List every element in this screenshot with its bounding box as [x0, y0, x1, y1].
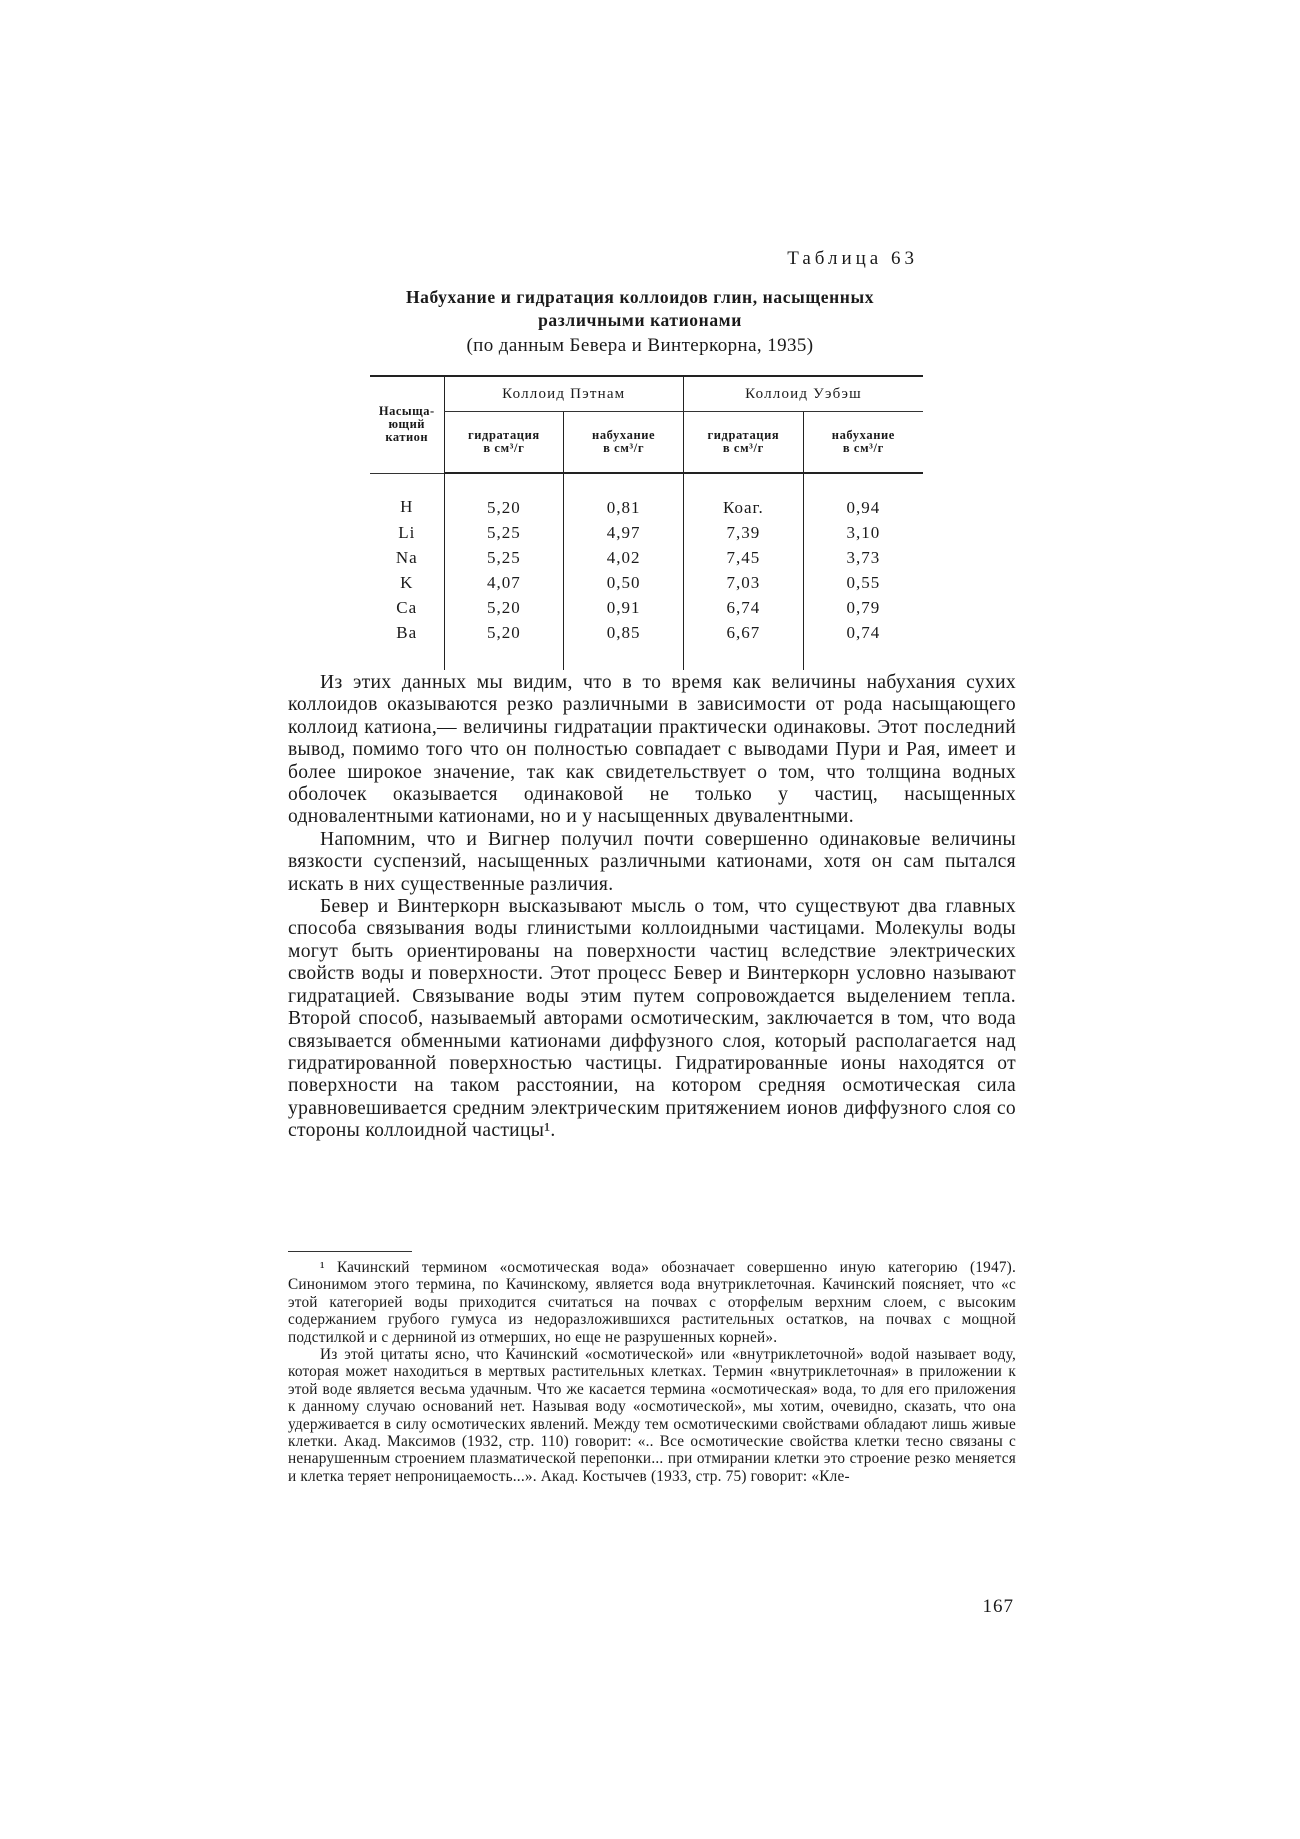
cell-cation: Na	[395, 547, 418, 567]
cell-value: Коаг.	[684, 473, 804, 520]
cell-value: 6,67	[684, 620, 804, 670]
cell-value: 7,03	[684, 570, 804, 595]
table-row	[370, 545, 923, 570]
cell-value: 7,45	[684, 545, 804, 570]
cell-value: 5,25	[444, 520, 564, 545]
cell-value: 0,94	[803, 473, 923, 520]
table-row	[370, 520, 923, 545]
cell-value: 0,50	[564, 570, 684, 595]
cell-value: 4,07	[444, 570, 564, 595]
cell-value: 3,10	[803, 520, 923, 545]
table-subtitle: (по данным Бевера и Винтеркорна, 1935)	[466, 335, 814, 356]
col-header-hydration-2: гидратация в см³/г	[684, 412, 804, 474]
cell-value: 5,20	[444, 595, 564, 620]
table-row	[370, 570, 923, 595]
col-header-swelling: набухание в см³/г	[564, 412, 684, 474]
paragraph: Бевер и Винтеркорн высказывают мысль о том, что существуют два главных способа связывания воды глинистыми коллоидными частицами. Молекулы воды могут быть ориентированы на поверхности частиц вследствие электрических свойств воды и поверхности. Этот процесс Бевер и Винтеркорн условно называют гидратацией. Связывание воды этим путем сопровождается выделением тепла. Второй способ, называемый авторами осмотическим, заключается в том, что вода связывается обменными катионами диффузного слоя, который располагается над гидратированной поверхностью частицы. Гидратированные ионы находятся от поверхности на таком расстоянии, на котором средняя осмотическая сила уравновешивается средним электрическим притяжением ионов диффузного слоя со стороны коллоидной частицы¹.	[288, 896, 1016, 1142]
cell-value: 5,20	[444, 620, 564, 670]
paragraph: Напомним, что и Вигнер получил почти совершенно одинаковые величины вязкости суспензий, насыщенных различными катионами, хотя он сам пытался искать в них существенные различия.	[288, 828, 1016, 895]
table-row	[370, 595, 923, 620]
paragraph: Из этих данных мы видим, что в то время как величины набухания сухих коллоидов оказываются резко различными в зависимости от рода насыщающего коллоид катиона,— величины гидратации практически одинаковы. Этот последний вывод, помимо того что он полностью совпадает с выводами Пури и Рая, имеет и более широкое значение, так как свидетельствует о том, что толщина водных оболочек оказывается одинаковой не только у частиц, насыщенных одновалентными катионами, но и у насыщенных двувалентными.	[288, 672, 1016, 828]
cell-value: 0,74	[803, 620, 923, 670]
group-header-wabash: Коллоид Уэбэш	[684, 376, 924, 412]
cell-value: 5,20	[444, 473, 564, 520]
footnote-continuation: Из этой цитаты ясно, что Качинский «осмотической» или «внутриклеточной» водой называет воду, которая может находиться в мертвых растительных клетках. Термин «внутриклеточная» в приложении к этой воде является весьма удачным. Что же касается термина «осмотическая» вода, то для его приложения к данному случаю оснований нет. Называя воду «осмотической», мы хотим, очевидно, сказать, что она удерживается в силу осмотических явлений. Между тем осмотическими свойствами обладают лишь живые клетки. Акад. Максимов (1932, стр. 110) говорит: «.. Все осмотические свойства клетки тесно связаны с ненарушенным строением плазматической перепонки... при отмирании клетки это строение резко меняется и клетка теряет непроницаемость...». Акад. Костычев (1933, стр. 75) говорит: «Кле-	[288, 1346, 1016, 1485]
footnotes	[288, 1259, 1016, 1485]
cell-value: 0,55	[803, 570, 923, 595]
cell-value: 0,79	[803, 595, 923, 620]
cell-value: 0,91	[564, 595, 684, 620]
cell-cation: K	[400, 572, 414, 592]
cell-cation: Ba	[396, 622, 418, 642]
footnote: ¹ Качинский термином «осмотическая вода» обозначает совершенно иную категорию (1947). Синонимом этого термина, по Качинскому, является вода внутриклеточная. Качинский поясняет, что «с этой категорией воды приходится считаться на почвах с оторфелым верхним слоем, с высоким содержанием грубого гумуса из недоразложившихся растительных остатков, на почвах с мощной подстилкой и с дерниной из отмерших, но еще не разрушенных корней».	[288, 1259, 1016, 1346]
cell-value: 0,85	[564, 620, 684, 670]
col-header-hydration: гидратация в см³/г	[444, 412, 564, 474]
group-header-putnam: Коллоид Пэтнам	[444, 376, 684, 412]
cell-cation: Li	[398, 522, 416, 542]
cell-value: 6,74	[684, 595, 804, 620]
cell-value: 0,81	[564, 473, 684, 520]
table-row	[370, 473, 923, 520]
cell-value: 4,02	[564, 545, 684, 570]
cell-value: 5,25	[444, 545, 564, 570]
footnote-divider	[288, 1251, 412, 1252]
table-title-line-2: различными катионами	[538, 310, 742, 330]
table-title-line-1: Набухание и гидратация коллоидов глин, насыщенных	[405, 287, 875, 307]
data-table	[370, 375, 923, 670]
table-label: Таблица 63	[787, 248, 918, 269]
cell-value: 3,73	[803, 545, 923, 570]
table-title	[300, 286, 980, 332]
table-row	[370, 620, 923, 670]
main-text	[288, 672, 1016, 1143]
cell-value: 7,39	[684, 520, 804, 545]
cell-value: 4,97	[564, 520, 684, 545]
col-header-swelling-2: набухание в см³/г	[803, 412, 923, 474]
page-number: 167	[982, 1596, 1014, 1617]
cell-cation: Ca	[396, 597, 418, 617]
cell-cation: H	[400, 497, 414, 517]
row-header-cation: Насыща- ющий катион	[370, 376, 444, 473]
